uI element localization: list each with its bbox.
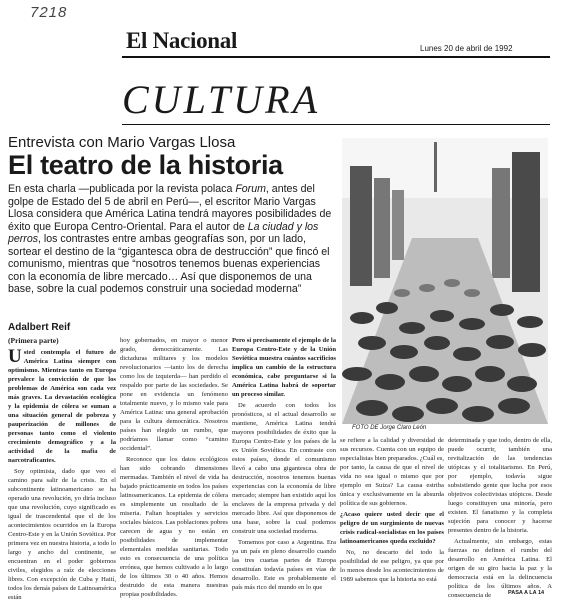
article-headline: El teatro de la historia (8, 150, 283, 180)
photo-caption: FOTO DE Jorge Claro León (352, 425, 427, 431)
answer-4-paragraph-2: Actualmente, sin embargo, estas fuerzas no definen el rumbo del desarrollo en América Latina. El origen de su giro hacia la paz y la democracia está en la delincuencia política de los últimos años. A consecuencia de (448, 538, 552, 599)
street-crowd-photo (342, 138, 548, 424)
section-rule (122, 124, 550, 125)
article-intro (8, 183, 336, 296)
article-byline: Adalbert Reif (8, 322, 71, 333)
masthead-rule (122, 56, 550, 58)
body-column-3 (232, 336, 336, 592)
question-3: ¿Acaso quiere usted decir que el peligro de un surgimiento de nuevas crisis radical-socialistas en los países latinoamericanos queda excluido? (340, 511, 444, 545)
answer-4-continued: determinada y que todo, dentro de ella, puede ocurrir, también una revitalización de las tendencias utópicas y el totalitarismo. En Perú, por ejemplo, todavía sigue subsistiendo gente que lucha por esos objetivos colectivistas utópicos. Desde luego constituyen una minoría, pero existen. El fanatismo y la completa sujeción para conocer y hacerse presentes dentro de la historia. (448, 437, 552, 534)
intro-part-2: , antes del golpe de Estado del 5 de abril en Perú—, el escritor Mario Vargas Llosa considera que América Latina tendrá mayores posibilidades de éxito que Europa Centro-Oriental. Para el autor de (8, 183, 332, 233)
answer-1-paragraph-2: Reconoce que los datos ecológicos han sido cobrando dimensiones mermadas. También el nivel de vida ha bajado prácticamente en todos los países latinoamericanos. La epidemia de cólera es simplemente un resultado de la miseria. Faltan hospitales y servicios sociales básicos. Las poblaciones pobres carecen de agua y no están en posibilidades de implementar elementales medidas sanitarias. Todo esto es consecuencia de una política errónea, que hemos cultivado a lo largo de los últimos 30 o 40 años. Hemos destruido de esta manera nuestras propias posibilidades. (120, 456, 228, 598)
answer-3: se refiere a la calidad y diversidad de sus recursos. Cuenta con un equipo de especialistas bien preparados. ¿Cuál es, por tanto, la causa de que el nivel de vida no sea igual o mismo que por ejemplo en Suiza? La causa estriba única y exclusivamente en la absurda política de sus gobiernos. (340, 437, 444, 507)
answer-1: Soy optimista, dado que veo el camino para salir de la crisis. En el subcontinente latinoamericano se ha operado una revolución, yo diría incluso que una revolución, cuyo significado es igual de trascendental que el de los acontecimientos ocurridos en la Europa Centro-Este y en la Unión Soviética. Por primera vez en nuestra historia, a todo lo largo y ancho del continente, se encuentran en el poder gobiernos civiles, elegidos a raíz de elecciones libres. Con excepción de Cuba y Haití, todos los demás países de Latinoamérica están (8, 468, 116, 601)
continuation-reference: PASA A LA 14 (508, 590, 545, 596)
intro-book-title: La ciudad y los perros (8, 220, 319, 245)
intro-part-3: , los contrastes entre ambas geografías son, por un lado, sortear el destino de la “gigantesca obra de destrucción” que fincó el comunismo, mientras que “nosotros tenemos buenas experiencias con la economía de libre mercado… Así que disponemos de una base, sobre la cual podemos construir una sociedad moderna” (8, 233, 330, 295)
issue-date: Lunes 20 de abril de 1992 (420, 44, 513, 53)
article-kicker: Entrevista con Mario Vargas Llosa (8, 134, 236, 151)
body-column-1 (8, 346, 116, 601)
body-column-2 (120, 336, 228, 598)
section-title: CULTURA (122, 77, 321, 122)
answer-4: No, no descarto del todo la posibilidad de ese peligro, ya que por lo menos desde los acontecimientos de 1989 sabemos que la historia no está (340, 549, 444, 583)
intro-part-1: En esta charla —publicada por la revista polaca (8, 183, 236, 195)
crowd-umbrellas-image (342, 138, 548, 424)
article-part: (Primera parte) (8, 336, 59, 345)
answer-2-paragraph-2: Tomemos por caso a Argentina. Era ya un país en pleno desarrollo cuando las tres cuartas partes de Europa constituían todavía países en vías de desarrollo. Este es probablemente el país más rico del mundo en lo que (232, 539, 336, 591)
question-1: sted contempla el futuro de América Latina siempre con optimismo. Mientras tanto en Europa prevalece la convicción de que los problemas de América son cada vez más graves. La devastación ecológica y la epidemia de cólera se suman a una situación general de pobreza y pauperización de millones de personas tanto como el violento crecimiento demográfico y a la actividad de la mafia de narcotraficantes. (8, 349, 116, 464)
handwritten-archive-number: 7218 (30, 4, 68, 21)
intro-magazine: Forum (235, 183, 266, 195)
answer-1-continued: hoy gobernados, en mayor o menor grado, democráticamente. Las dictaduras militares y los modelos revolucionarios —tanto los de derecha como los de izquierda— han perdido el respaldo por parte de las sociedades. Se pone en evidencia un fenómeno totalmente nuevo, y lo mismo vale para América Latina: una general aprobación para la cultura democrática. Nosotros países han elegido un rumbo, que podríamos llamar como “camino occidental”. (120, 337, 228, 452)
answer-2: De acuerdo con todos los pronósticos, si el actual desarrollo se mantiene, América Latina tendrá mayores posibilidades de éxito que la Europa Centro-Este y los países de la ex Unión Soviética. En contraste con estos países, donde el comunismo llevó a cabo una gigantesca obra de destrucción, nosotros tenemos buenas experiencias con la economía de libre mercado; siempre han existido aquí los enclaves de la empresa privada y del mercado libre. Así que disponemos de una base, sobre la cual podemos construir una sociedad moderna. (232, 402, 336, 535)
newspaper-masthead: El Nacional (126, 28, 238, 53)
drop-cap: U (8, 346, 22, 367)
question-2: Pero si precisamente el ejemplo de la Europa Centro-Este y de la Unión Soviética muestra cuántos sacrificios implica un cambio de la estructura económica, cabe preguntarse si la América Latina habrá de soportar un proceso similar. (232, 337, 336, 398)
body-column-4 (340, 436, 444, 592)
